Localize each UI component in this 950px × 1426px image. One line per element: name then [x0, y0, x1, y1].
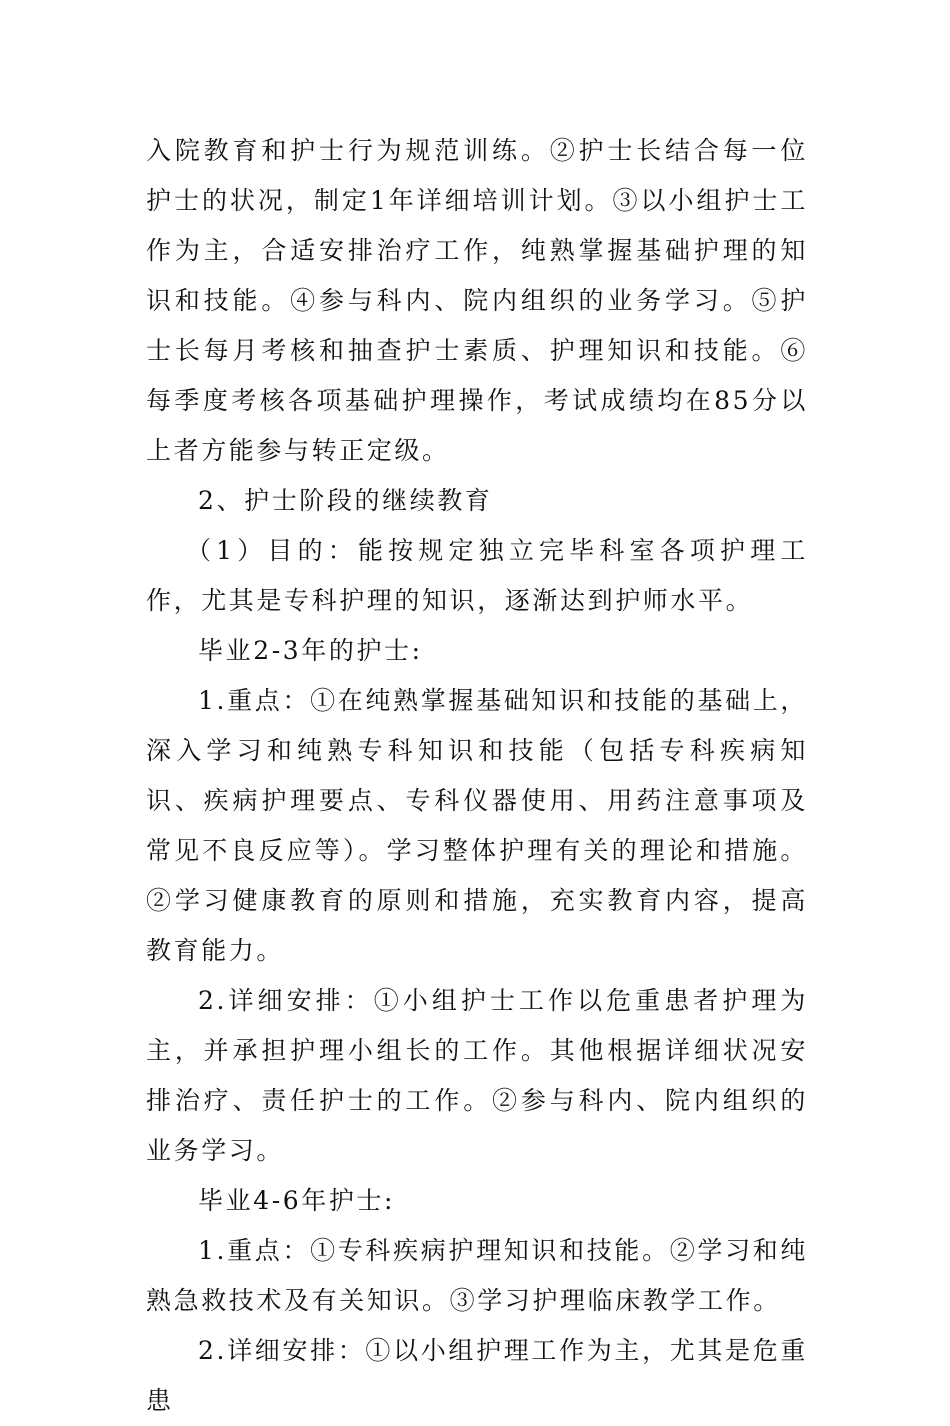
paragraph-arrangement-2-3-years: 2.详细安排：①小组护士工作以危重患者护理为主，并承担护理小组长的工作。其他根据详细状况安排治疗、责任护士的工作。②参与科内、院内组织的业务学习。 [146, 986, 808, 1165]
paragraph-purpose: （1）目的：能按规定独立完毕科室各项护理工作，尤其是专科护理的知识，逐渐达到护师水平。 [146, 536, 808, 615]
paragraph-focus-2-3-years: 1.重点：①在纯熟掌握基础知识和技能的基础上，深入学习和纯熟专科知识和技能（包括专科疾病知识、疾病护理要点、专科仪器使用、用药注意事项及常见不良反应等）。学习整体护理有关的理论和措施。②学习健康教育的原则和措施，充实教育内容，提高教育能力。 [146, 686, 808, 965]
heading-graduates-2-3-years: 毕业2-3年的护士: [198, 636, 423, 665]
heading-graduates-4-6-years: 毕业4-6年护士: [198, 1186, 396, 1215]
document-body [146, 126, 808, 1426]
paragraph-arrangement-4-6-years: 2.详细安排：①以小组护理工作为主，尤其是危重患 [146, 1336, 808, 1415]
paragraph-training-continued: 入院教育和护士行为规范训练。②护士长结合每一位护士的状况，制定1年详细培训计划。③以小组护士工作为主，合适安排治疗工作，纯熟掌握基础护理的知识和技能。④参与科内、院内组织的业务学习。⑤护士长每月考核和抽查护士素质、护理知识和技能。⑥每季度考核各项基础护理操作，考试成绩均在85分以上者方能参与转正定级。 [146, 136, 808, 465]
paragraph-focus-4-6-years: 1.重点：①专科疾病护理知识和技能。②学习和纯熟急救技术及有关知识。③学习护理临床教学工作。 [146, 1236, 808, 1315]
heading-nurse-stage-education: 2、护士阶段的继续教育 [198, 486, 493, 515]
